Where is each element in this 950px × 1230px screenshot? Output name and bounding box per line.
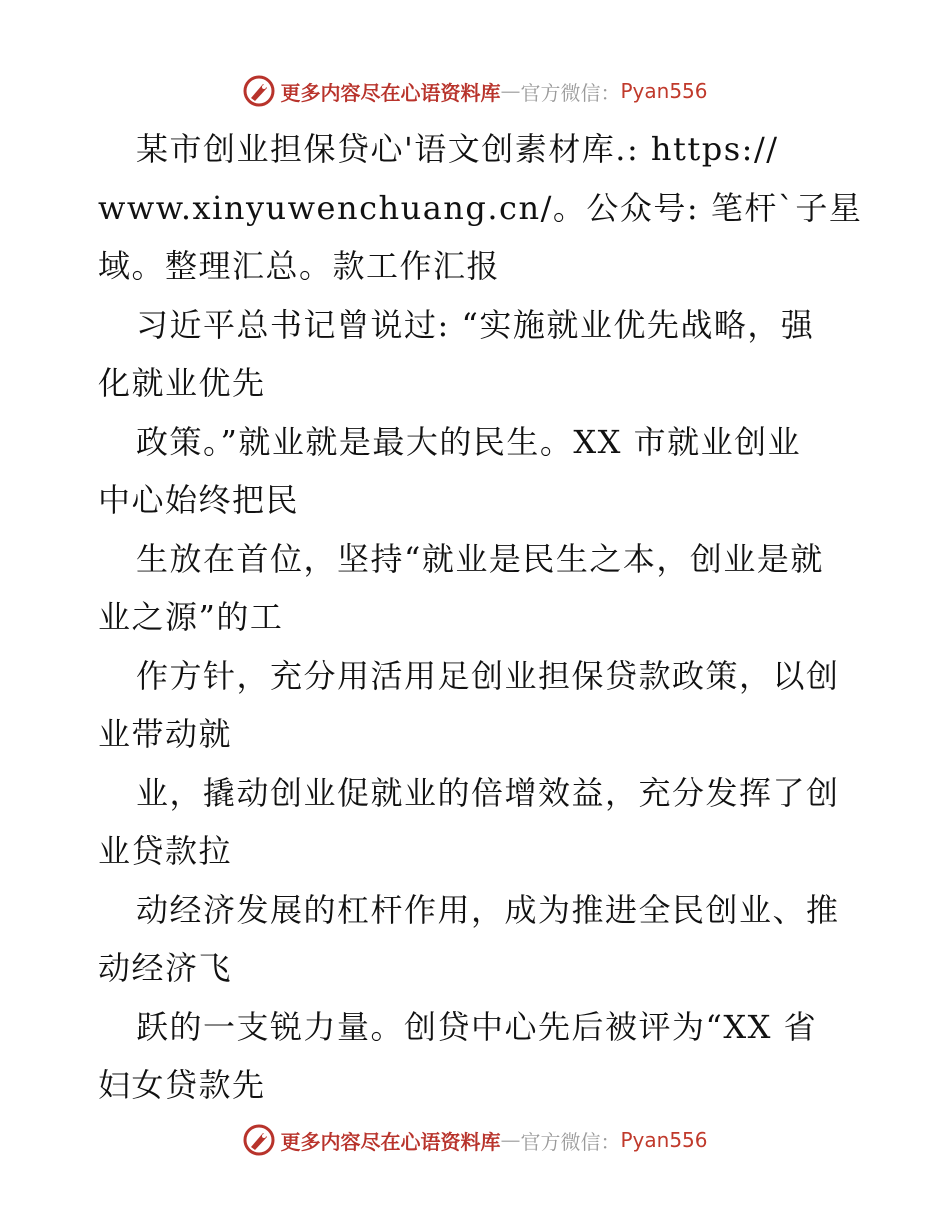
text-line: 妇女贷款先 (98, 1066, 266, 1104)
pen-nib-circle-icon (242, 1123, 276, 1157)
banner-wechat-handle: Pyan556 (620, 1128, 708, 1152)
text-line: 业贷款拉 (98, 832, 233, 870)
text-line: 动经济发展的杠杆作用，成为推进全民创业、推 (136, 890, 840, 929)
text-line: www.xinyuwenchuang.cn/。公众号: 笔杆`子星 (98, 188, 863, 227)
banner-dash: — (500, 79, 521, 103)
pen-nib-circle-icon (242, 74, 276, 108)
text-line: 习近平总书记曾说过: “实施就业优先战略，强 (136, 305, 815, 344)
banner-dash: — (500, 1128, 521, 1152)
text-line: 域。整理汇总。款工作汇报 (98, 247, 501, 285)
banner-contact-label: 官方微信： (520, 80, 621, 105)
banner-text: 更多内容尽在心语资料库 (280, 80, 501, 105)
text-line: 跃的一支锐力量。创贷中心先后被评为“XX 省 (136, 1007, 818, 1046)
text-line: 业之源”的工 (98, 598, 284, 636)
document-body (98, 120, 863, 1115)
text-line: 化就业优先 (98, 364, 266, 402)
banner-text: 更多内容尽在心语资料库 (280, 1129, 501, 1154)
text-line: 业，撬动创业促就业的倍增效益，充分发挥了创 (136, 773, 840, 812)
text-line: 中心始终把民 (98, 481, 300, 519)
text-line: 政策。”就业就是最大的民生。XX 市就业创业 (136, 422, 802, 461)
text-line: 动经济飞 (98, 949, 233, 987)
footer-watermark-banner (0, 1120, 950, 1160)
text-line: 生放在首位，坚持“就业是民生之本，创业是就 (136, 539, 824, 578)
banner-contact-label: 官方微信： (520, 1129, 621, 1154)
banner-wechat-handle: Pyan556 (620, 79, 708, 103)
text-line: 某市创业担保贷心'语文创素材库.: https:// (136, 130, 779, 168)
header-watermark-banner (0, 71, 950, 111)
text-line: 业带动就 (98, 715, 233, 753)
text-line: 作方针，充分用活用足创业担保贷款政策，以创 (136, 656, 840, 695)
